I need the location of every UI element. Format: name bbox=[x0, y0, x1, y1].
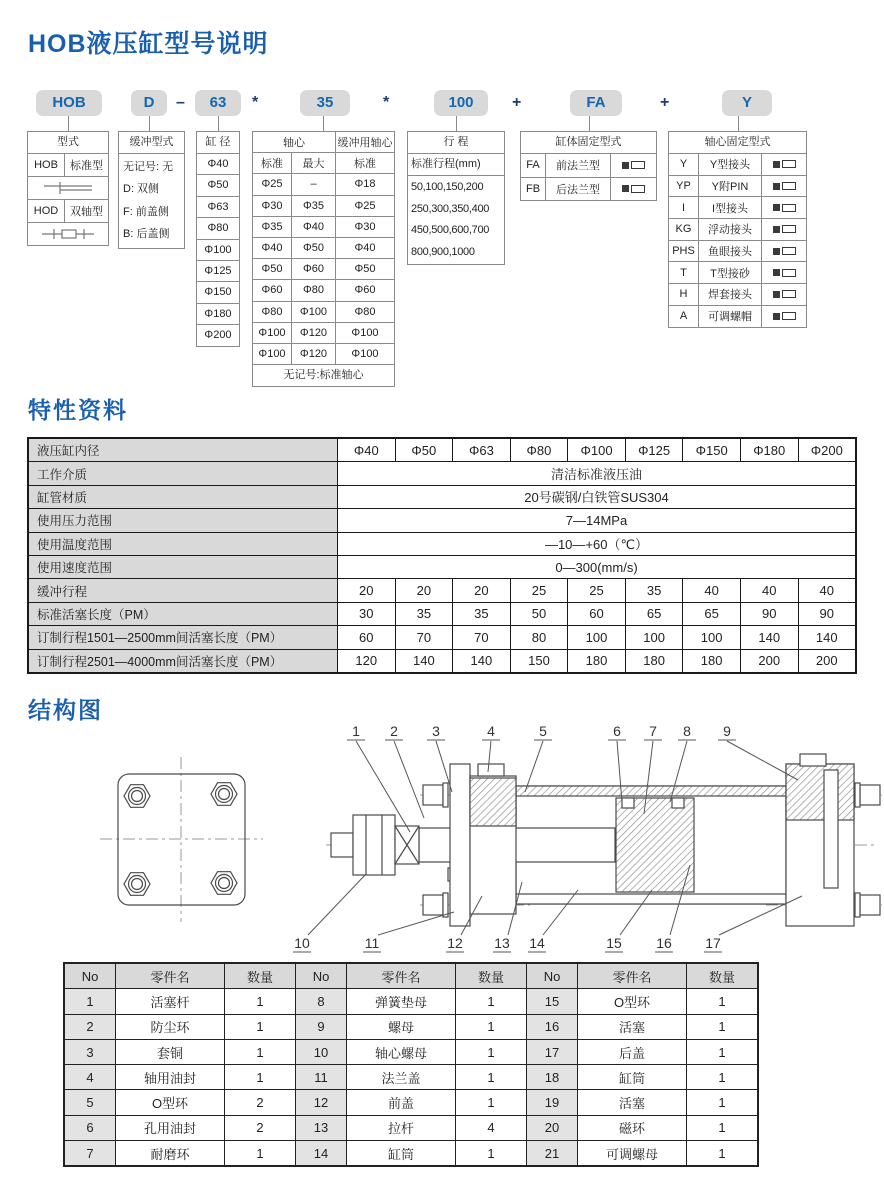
table-row: Φ100 Φ120 Φ100 bbox=[253, 344, 394, 364]
table-row: PHS 鱼眼接头 bbox=[669, 241, 806, 262]
stroke-table-header: 行 程 bbox=[408, 132, 504, 153]
welded-sleeve-joint-icon bbox=[769, 289, 799, 299]
y-pin-joint-icon bbox=[769, 181, 799, 191]
front-flange-icon bbox=[619, 160, 649, 170]
model-code-chip-stroke: 100 bbox=[434, 90, 488, 116]
callout-number: 13 bbox=[494, 935, 510, 951]
bore-value: Φ63 bbox=[197, 197, 239, 217]
table-row: 使用速度范围 0—300(mm/s) bbox=[29, 556, 855, 578]
bore-value: Φ150 bbox=[197, 282, 239, 302]
table-row: Φ60 Φ80 Φ60 bbox=[253, 280, 394, 300]
model-code-plus1: + bbox=[512, 94, 522, 111]
table-row: 13 拉杆 4 bbox=[296, 1116, 526, 1140]
connector-line bbox=[589, 116, 590, 131]
table-row: FA 前法兰型 bbox=[521, 154, 656, 177]
parts-header-row: No 零件名 数量 bbox=[65, 964, 295, 988]
shaft-table-header-row: 轴心 缓冲用轴心 bbox=[253, 132, 394, 152]
table-row: 14 缸筒 1 bbox=[296, 1141, 526, 1165]
callout-number: 9 bbox=[723, 723, 731, 739]
i-joint-icon bbox=[769, 203, 799, 213]
table-row: 11 法兰盖 1 bbox=[296, 1065, 526, 1089]
spec-cell: 60 bbox=[338, 626, 395, 648]
callout-number: 11 bbox=[364, 935, 380, 951]
parts-group-1 bbox=[65, 964, 295, 1165]
table-row: 20 磁环 1 bbox=[527, 1116, 757, 1140]
stroke-values-line: 450,500,600,700 bbox=[411, 224, 490, 236]
callout-number: 14 bbox=[529, 935, 545, 951]
stroke-values-line: 250,300,350,400 bbox=[411, 202, 490, 215]
model-code-chip-series: HOB bbox=[36, 90, 102, 116]
table-row: 1 活塞杆 1 bbox=[65, 989, 295, 1013]
specs-section-title: 特性资料 bbox=[28, 397, 128, 423]
fisheye-joint-icon bbox=[769, 246, 799, 256]
bore-value: Φ200 bbox=[197, 325, 239, 345]
callout-number: 8 bbox=[683, 723, 691, 739]
spec-cell: 30 bbox=[338, 603, 395, 625]
connector-line bbox=[738, 116, 739, 131]
spec-cell: Φ100 bbox=[568, 439, 625, 461]
spec-cell: 20 bbox=[453, 579, 510, 601]
parts-table bbox=[63, 962, 759, 1167]
callout-number: 6 bbox=[613, 723, 621, 739]
connector-line bbox=[323, 116, 324, 131]
table-row: T T型接砂 bbox=[669, 262, 806, 283]
table-row: Φ100 Φ120 Φ100 bbox=[253, 323, 394, 343]
spec-cell: 35 bbox=[453, 603, 510, 625]
single-rod-cylinder-symbol bbox=[28, 177, 108, 199]
spec-cell: 70 bbox=[396, 626, 453, 648]
cushion-option: D: 双侧 bbox=[123, 183, 160, 196]
shaft-table-footer: 无记号:标准轴心 bbox=[253, 365, 394, 386]
table-row: 9 螺母 1 bbox=[296, 1015, 526, 1039]
floating-joint-icon bbox=[769, 224, 799, 234]
spec-cell: 40 bbox=[741, 579, 798, 601]
table-row: Φ80 Φ100 Φ80 bbox=[253, 302, 394, 322]
body-mount-header: 缸体固定型式 bbox=[521, 132, 656, 153]
parts-header-row: No 零件名 数量 bbox=[296, 964, 526, 988]
table-row: 缸管材质 20号碳钢/白铁管SUS304 bbox=[29, 486, 855, 508]
table-row: 2 防尘环 1 bbox=[65, 1015, 295, 1039]
callout-number: 1 bbox=[352, 723, 360, 739]
table-row: YP Y附PIN bbox=[669, 176, 806, 197]
specs-table bbox=[27, 437, 857, 674]
table-row: A 可调螺帽 bbox=[669, 306, 806, 327]
connector-line bbox=[218, 116, 219, 131]
table-row: 21 可调螺母 1 bbox=[527, 1141, 757, 1165]
callout-number: 7 bbox=[649, 723, 657, 739]
spec-cell: 25 bbox=[568, 579, 625, 601]
table-row: 7 耐磨环 1 bbox=[65, 1141, 295, 1165]
table-row: HOD 双轴型 bbox=[28, 200, 108, 222]
table-row: 订制行程1501—2500mm间活塞长度（PM） 60 70 70 80 100 100 100 140 140 bbox=[29, 626, 855, 648]
table-row: 12 前盖 1 bbox=[296, 1090, 526, 1114]
table-row: Φ25 – Φ18 bbox=[253, 174, 394, 194]
stroke-values bbox=[408, 176, 504, 264]
callout-number: 4 bbox=[487, 723, 495, 739]
stroke-values-line: 800,900,1000 bbox=[411, 245, 475, 258]
callout-number: 12 bbox=[447, 935, 463, 951]
cushion-option: B: 后盖侧 bbox=[123, 228, 170, 241]
spec-cell: 35 bbox=[396, 603, 453, 625]
cushion-options bbox=[119, 154, 184, 248]
stroke-table-subheader: 标准行程(mm) bbox=[408, 154, 504, 175]
spec-cell: 70 bbox=[453, 626, 510, 648]
table-row: Φ50 Φ60 Φ50 bbox=[253, 259, 394, 279]
shaft-table bbox=[252, 131, 395, 387]
table-row: Φ40 Φ50 Φ40 bbox=[253, 238, 394, 258]
spec-cell: 20 bbox=[338, 579, 395, 601]
table-row: Φ35 Φ40 Φ30 bbox=[253, 217, 394, 237]
spec-cell: 100 bbox=[568, 626, 625, 648]
table-row: 使用压力范围 7—14MPa bbox=[29, 509, 855, 531]
y-joint-icon bbox=[769, 159, 799, 169]
table-row: 使用温度范围 —10—+60（℃） bbox=[29, 533, 855, 555]
spec-cell: 65 bbox=[626, 603, 683, 625]
stroke-table bbox=[407, 131, 505, 265]
shaft-table-subheader-row: 标准 最大 标准 bbox=[253, 153, 394, 173]
shaft-mount-table bbox=[668, 131, 807, 328]
spec-cell: 180 bbox=[626, 650, 683, 672]
table-row: KG 浮动接头 bbox=[669, 219, 806, 240]
spec-cell: 40 bbox=[799, 579, 856, 601]
spec-cell: Φ150 bbox=[683, 439, 740, 461]
cushion-type-table bbox=[118, 131, 185, 249]
table-row: 5 O型环 2 bbox=[65, 1090, 295, 1114]
connector-line bbox=[68, 116, 69, 131]
model-code-chip-cushion: D bbox=[131, 90, 167, 116]
table-row: H 焊套接头 bbox=[669, 284, 806, 305]
spec-cell: Φ40 bbox=[338, 439, 395, 461]
table-row: Y Y型接头 bbox=[669, 154, 806, 175]
bore-table-header: 缸 径 bbox=[197, 132, 239, 153]
table-row: 18 缸筒 1 bbox=[527, 1065, 757, 1089]
spec-cell: 100 bbox=[626, 626, 683, 648]
page-title: HOB液压缸型号说明 bbox=[28, 30, 269, 58]
spec-cell: 25 bbox=[511, 579, 568, 601]
spec-cell: Φ80 bbox=[511, 439, 568, 461]
callout-number: 5 bbox=[539, 723, 547, 739]
spec-cell: 90 bbox=[741, 603, 798, 625]
type-table bbox=[27, 131, 109, 246]
spec-bore-row: 液压缸内径 Φ40 Φ50 Φ63 Φ80 Φ100 Φ125 Φ150 Φ180 Φ200 bbox=[29, 439, 855, 461]
spec-cell: 120 bbox=[338, 650, 395, 672]
structure-diagram bbox=[0, 700, 884, 962]
spec-cell: Φ200 bbox=[799, 439, 856, 461]
table-row: 4 轴用油封 1 bbox=[65, 1065, 295, 1089]
model-code-plus2: + bbox=[660, 94, 670, 111]
bore-value: Φ40 bbox=[197, 154, 239, 174]
table-row: 订制行程2501—4000mm间活塞长度（PM） 120 140 140 150 180 180 180 200 200 bbox=[29, 650, 855, 672]
table-row: FB 后法兰型 bbox=[521, 178, 656, 201]
bore-value: Φ50 bbox=[197, 175, 239, 195]
cushion-option: F: 前盖侧 bbox=[123, 205, 169, 218]
spec-cell: Φ50 bbox=[396, 439, 453, 461]
stroke-values-line: 50,100,150,200 bbox=[411, 181, 484, 193]
structure-section-title: 结构图 bbox=[28, 697, 103, 723]
callout-number: 3 bbox=[432, 723, 440, 739]
spec-cell: 200 bbox=[741, 650, 798, 672]
spec-cell: Φ63 bbox=[453, 439, 510, 461]
connector-line bbox=[456, 116, 457, 131]
model-code-star1: * bbox=[252, 94, 259, 111]
spec-cell: 20 bbox=[396, 579, 453, 601]
table-row: I I型接头 bbox=[669, 197, 806, 218]
spec-cell: 80 bbox=[511, 626, 568, 648]
table-row: HOB 标准型 bbox=[28, 154, 108, 176]
spec-cell: 140 bbox=[799, 626, 856, 648]
t-joint-icon bbox=[769, 268, 799, 278]
cushion-table-header: 缓冲型式 bbox=[119, 132, 184, 153]
bore-value: Φ80 bbox=[197, 218, 239, 238]
connector-line bbox=[149, 116, 150, 131]
table-row: 6 孔用油封 2 bbox=[65, 1116, 295, 1140]
spec-cell: 90 bbox=[799, 603, 856, 625]
bore-value: Φ100 bbox=[197, 240, 239, 260]
callout-number: 10 bbox=[294, 935, 310, 951]
table-row: 19 活塞 1 bbox=[527, 1090, 757, 1114]
model-code-star2: * bbox=[383, 94, 390, 111]
type-table-header: 型式 bbox=[28, 132, 108, 153]
spec-cell: 35 bbox=[626, 579, 683, 601]
model-code-chip-bore: 63 bbox=[195, 90, 241, 116]
callout-number: 17 bbox=[705, 935, 721, 951]
model-code-dash: – bbox=[176, 94, 185, 111]
table-row: 标准活塞长度（PM） 30 35 35 50 60 65 65 90 90 bbox=[29, 603, 855, 625]
table-row: 工作介质 清洁标准液压油 bbox=[29, 462, 855, 484]
table-row: 15 O型环 1 bbox=[527, 989, 757, 1013]
table-row: 10 轴心螺母 1 bbox=[296, 1040, 526, 1064]
spec-cell: 150 bbox=[511, 650, 568, 672]
spec-cell: 140 bbox=[453, 650, 510, 672]
spec-cell: 180 bbox=[683, 650, 740, 672]
parts-header-row: No 零件名 数量 bbox=[527, 964, 757, 988]
spec-cell: Φ180 bbox=[741, 439, 798, 461]
spec-cell: 100 bbox=[683, 626, 740, 648]
table-row: 缓冲行程 20 20 20 25 25 35 40 40 40 bbox=[29, 579, 855, 601]
table-row: 8 弹簧垫母 1 bbox=[296, 989, 526, 1013]
model-code-chip-body-mount: FA bbox=[570, 90, 622, 116]
spec-cell: 65 bbox=[683, 603, 740, 625]
spec-cell: 60 bbox=[568, 603, 625, 625]
body-mount-table bbox=[520, 131, 657, 201]
spec-cell: 40 bbox=[683, 579, 740, 601]
rear-flange-icon bbox=[619, 184, 649, 194]
parts-group-3 bbox=[527, 964, 757, 1165]
spec-cell: 180 bbox=[568, 650, 625, 672]
spec-cell: Φ125 bbox=[626, 439, 683, 461]
bore-value: Φ180 bbox=[197, 304, 239, 324]
table-row: 17 后盖 1 bbox=[527, 1040, 757, 1064]
double-rod-cylinder-symbol bbox=[28, 223, 108, 245]
shaft-mount-header: 轴心固定型式 bbox=[669, 132, 806, 153]
spec-cell: 140 bbox=[396, 650, 453, 672]
table-row: 16 活塞 1 bbox=[527, 1015, 757, 1039]
model-code-chip-shaft: 35 bbox=[300, 90, 350, 116]
callout-number: 15 bbox=[606, 935, 622, 951]
bore-table bbox=[196, 131, 240, 347]
adjustable-nut-icon bbox=[769, 311, 799, 321]
spec-cell: 200 bbox=[799, 650, 856, 672]
bore-value: Φ125 bbox=[197, 261, 239, 281]
table-row: Φ30 Φ35 Φ25 bbox=[253, 196, 394, 216]
model-code-chip-shaft-mount: Y bbox=[722, 90, 772, 116]
callout-number: 2 bbox=[390, 723, 398, 739]
cushion-option: 无记号: 无 bbox=[123, 161, 174, 173]
parts-group-2 bbox=[296, 964, 526, 1165]
table-row: 3 套铜 1 bbox=[65, 1040, 295, 1064]
callout-number: 16 bbox=[656, 935, 672, 951]
spec-cell: 50 bbox=[511, 603, 568, 625]
spec-cell: 140 bbox=[741, 626, 798, 648]
